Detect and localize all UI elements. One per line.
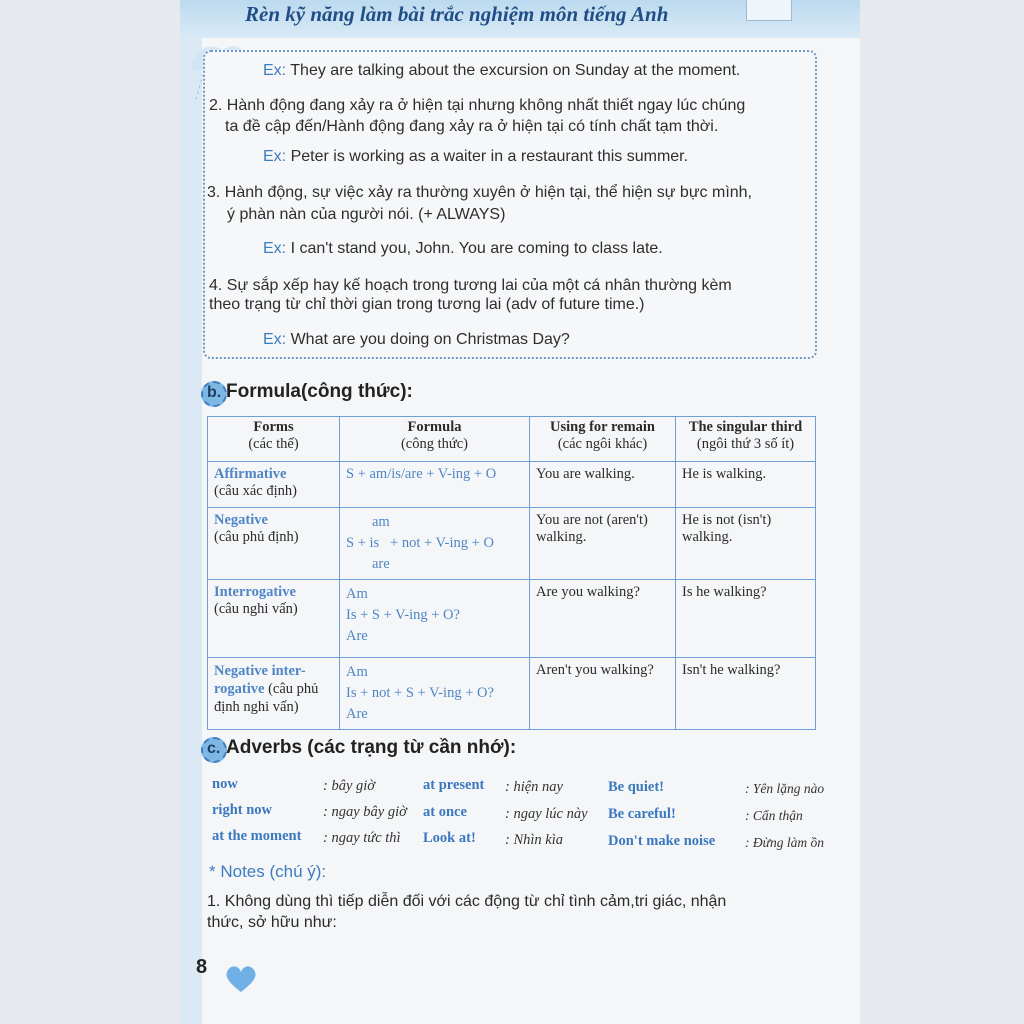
formula-cell: Am Is + not + S + V-ing + O? Are [340, 658, 530, 730]
example-2: Ex: Peter is working as a waiter in a restaurant this summer. [263, 148, 689, 165]
section-c-title: Adverbs (các trạng từ cần nhớ): [226, 737, 517, 758]
usage-3-line-1: 3. Hành động, sự việc xảy ra thường xuyên ở hiện tại, thể hiện sự bực mình, [207, 184, 752, 201]
adverb-word: at the moment [212, 828, 302, 844]
adverb-meaning: : bây giờ [323, 778, 376, 794]
example-4: Ex: What are you doing on Christmas Day? [263, 331, 570, 348]
adverb-word: Look at! [423, 830, 476, 846]
page-number: 8 [196, 956, 208, 978]
remain-cell: You are not (aren't) walking. [530, 508, 676, 580]
form-cell: Affirmative (câu xác định) [208, 462, 340, 508]
formula-cell: S + am/is/are + V-ing + O [340, 462, 530, 508]
adverb-word: now [212, 776, 238, 792]
header-forms: Forms (các thể) [208, 417, 340, 462]
adverb-word: at present [423, 777, 485, 793]
page-margin-strip [180, 0, 202, 1024]
table-row [208, 508, 816, 580]
usage-3-line-2: ý phàn nàn của người nói. (+ ALWAYS) [227, 206, 506, 223]
adverb-meaning: : Cẩn thận [745, 808, 803, 823]
adverb-meaning: : ngay bây giờ [323, 804, 407, 820]
form-cell: Interrogative (câu nghi vấn) [208, 580, 340, 658]
header-title: Rèn kỹ năng làm bài trắc nghiệm môn tiếng Anh [245, 2, 669, 26]
adverb-word: Be careful! [608, 806, 676, 822]
adverb-meaning: : ngay tức thì [323, 830, 401, 846]
remain-cell: Aren't you walking? [530, 658, 676, 730]
table-row [208, 658, 816, 730]
remain-cell: You are walking. [530, 462, 676, 508]
third-cell: Is he walking? [676, 580, 816, 658]
table-row [208, 462, 816, 508]
adverb-word: Be quiet! [608, 779, 664, 795]
adverb-meaning: : Đừng làm ồn [745, 835, 824, 850]
adverb-word: Don't make noise [608, 833, 716, 849]
adverb-meaning: : ngay lúc này [505, 806, 588, 822]
third-cell: He is not (isn't) walking. [676, 508, 816, 580]
form-cell: Negative (câu phủ định) [208, 508, 340, 580]
section-b-letter: b. [207, 384, 222, 401]
example-1: Ex: They are talking about the excursion on Sunday at the moment. [263, 62, 741, 79]
adverb-meaning: : hiện nay [505, 779, 563, 795]
header-third: The singular third (ngôi thứ 3 số ít) [676, 417, 816, 462]
adverb-word: right now [212, 802, 273, 818]
remain-cell: Are you walking? [530, 580, 676, 658]
notes-line-1: 1. Không dùng thì tiếp diễn đối với các động từ chỉ tình cảm,tri giác, nhận [207, 893, 727, 910]
header-formula: Formula (công thức) [340, 417, 530, 462]
formula-cell: am S + is + not + V-ing + O are [340, 508, 530, 580]
form-cell: Negative inter- rogative (câu phủ định nghi vấn) [208, 658, 340, 730]
table-header-row [208, 417, 816, 462]
notes-line-2: thức, sở hữu như: [207, 914, 337, 931]
third-cell: He is walking. [676, 462, 816, 508]
usage-4-line-2: theo trạng từ chỉ thời gian trong tương lai (adv of future time.) [209, 296, 645, 313]
usage-2-line-2: ta đề cập đến/Hành động đang xảy ra ở hiện tại có tính chất tạm thời. [225, 118, 719, 135]
heart-icon [224, 964, 258, 994]
section-c-letter: c. [207, 740, 221, 757]
adverb-word: at once [423, 804, 467, 820]
third-cell: Isn't he walking? [676, 658, 816, 730]
adverb-meaning: : Nhìn kìa [505, 832, 563, 848]
adverb-meaning: : Yên lặng nào [745, 781, 825, 796]
usage-2-line-1: 2. Hành động đang xảy ra ở hiện tại nhưng không nhất thiết ngay lúc chúng [209, 97, 746, 114]
table-row [208, 580, 816, 658]
formula-table [207, 416, 816, 730]
header-badge [746, 0, 792, 21]
usage-4-line-1: 4. Sự sắp xếp hay kế hoạch trong tương lai của một cá nhân thường kèm [209, 277, 732, 294]
section-b-title: Formula(công thức): [226, 381, 413, 402]
example-3: Ex: I can't stand you, John. You are coming to class late. [263, 240, 663, 257]
header-remain: Using for remain (các ngôi khác) [530, 417, 676, 462]
notes-title: * Notes (chú ý): [209, 862, 327, 881]
formula-cell: Am Is + S + V-ing + O? Are [340, 580, 530, 658]
